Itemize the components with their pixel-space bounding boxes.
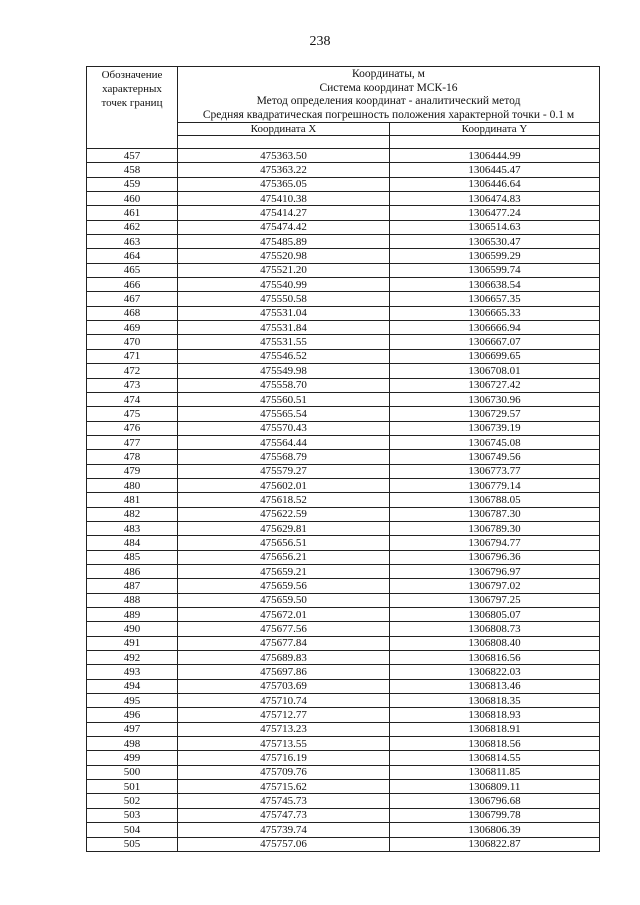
point-number-cell: 485: [87, 550, 178, 564]
table-row: [87, 407, 600, 421]
table-row: [87, 177, 600, 191]
points-label-line: точек границ: [101, 97, 163, 109]
x-coordinate-cell: 475521.20: [178, 263, 390, 277]
points-label-cell: [87, 67, 178, 149]
x-coordinate-cell: 475745.73: [178, 794, 390, 808]
point-number-cell: 461: [87, 206, 178, 220]
x-coordinate-cell: 475531.04: [178, 306, 390, 320]
table-row: [87, 837, 600, 851]
y-coordinate-cell: 1306808.73: [390, 622, 600, 636]
x-coordinate-cell: 475713.55: [178, 737, 390, 751]
x-coordinate-cell: 475410.38: [178, 192, 390, 206]
table-row: [87, 521, 600, 535]
page-number: 238: [309, 34, 331, 49]
point-number-cell: 504: [87, 823, 178, 837]
point-number-cell: 479: [87, 464, 178, 478]
table-row: [87, 163, 600, 177]
y-coordinate-cell: 1306530.47: [390, 235, 600, 249]
x-coordinate-cell: 475689.83: [178, 651, 390, 665]
y-coordinate-cell: 1306818.91: [390, 722, 600, 736]
table-row: [87, 478, 600, 492]
x-coordinate-cell: 475703.69: [178, 679, 390, 693]
point-number-cell: 468: [87, 306, 178, 320]
table-row: [87, 306, 600, 320]
table-row: [87, 464, 600, 478]
table-row: [87, 751, 600, 765]
y-coordinate-cell: 1306599.29: [390, 249, 600, 263]
table-row: [87, 392, 600, 406]
x-coordinate-cell: 475713.23: [178, 722, 390, 736]
coordinate-info-cell: [178, 67, 600, 123]
point-number-cell: 475: [87, 407, 178, 421]
y-coordinate-cell: 1306729.57: [390, 407, 600, 421]
x-coordinate-cell: 475747.73: [178, 808, 390, 822]
x-coordinate-cell: 475564.44: [178, 435, 390, 449]
table-row: [87, 335, 600, 349]
y-coordinate-cell: 1306665.33: [390, 306, 600, 320]
point-number-cell: 474: [87, 392, 178, 406]
y-coordinate-cell: 1306789.30: [390, 521, 600, 535]
table-row: [87, 622, 600, 636]
point-number-cell: 489: [87, 608, 178, 622]
table-header-row: [87, 67, 600, 123]
table-row: [87, 564, 600, 578]
x-coordinate-cell: 475715.62: [178, 780, 390, 794]
point-number-cell: 500: [87, 765, 178, 779]
x-coordinate-cell: 475520.98: [178, 249, 390, 263]
point-number-cell: 501: [87, 780, 178, 794]
point-number-cell: 488: [87, 593, 178, 607]
y-coordinate-cell: 1306699.65: [390, 349, 600, 363]
point-number-cell: 459: [87, 177, 178, 191]
y-coordinate-cell: 1306514.63: [390, 220, 600, 234]
point-number-cell: 470: [87, 335, 178, 349]
x-coordinate-cell: 475712.77: [178, 708, 390, 722]
x-coordinate-cell: 475531.84: [178, 321, 390, 335]
y-coordinate-cell: 1306796.97: [390, 564, 600, 578]
y-coordinate-cell: 1306446.64: [390, 177, 600, 191]
point-number-cell: 480: [87, 478, 178, 492]
x-coordinate-cell: 475363.22: [178, 163, 390, 177]
x-coordinate-cell: 475618.52: [178, 493, 390, 507]
table-row: [87, 349, 600, 363]
y-coordinate-cell: 1306813.46: [390, 679, 600, 693]
y-coordinate-cell: 1306444.99: [390, 149, 600, 163]
col-header-y: Координата Y: [390, 123, 600, 136]
table-row: [87, 364, 600, 378]
y-coordinate-cell: 1306814.55: [390, 751, 600, 765]
y-coordinate-cell: 1306445.47: [390, 163, 600, 177]
x-coordinate-cell: 475622.59: [178, 507, 390, 521]
y-coordinate-cell: 1306666.94: [390, 321, 600, 335]
y-coordinate-cell: 1306809.11: [390, 780, 600, 794]
x-coordinate-cell: 475474.42: [178, 220, 390, 234]
x-coordinate-cell: 475709.76: [178, 765, 390, 779]
x-coordinate-cell: 475659.50: [178, 593, 390, 607]
table-row: [87, 608, 600, 622]
x-coordinate-cell: 475672.01: [178, 608, 390, 622]
x-coordinate-cell: 475540.99: [178, 278, 390, 292]
method-line: Метод определения координат - аналитический метод: [256, 95, 521, 107]
y-coordinate-cell: 1306708.01: [390, 364, 600, 378]
point-number-cell: 483: [87, 521, 178, 535]
point-number-cell: 463: [87, 235, 178, 249]
y-coordinate-cell: 1306727.42: [390, 378, 600, 392]
table-row: [87, 235, 600, 249]
point-number-cell: 464: [87, 249, 178, 263]
x-coordinate-cell: 475697.86: [178, 665, 390, 679]
x-coordinate-cell: 475560.51: [178, 392, 390, 406]
table-row: [87, 321, 600, 335]
table-row: [87, 808, 600, 822]
y-coordinate-cell: 1306797.25: [390, 593, 600, 607]
x-coordinate-cell: 475365.05: [178, 177, 390, 191]
x-coordinate-cell: 475546.52: [178, 349, 390, 363]
point-number-cell: 460: [87, 192, 178, 206]
table-row: [87, 263, 600, 277]
table-row: [87, 206, 600, 220]
table-row: [87, 579, 600, 593]
table-row: [87, 435, 600, 449]
x-coordinate-cell: 475656.51: [178, 536, 390, 550]
coordinates-table: [86, 66, 600, 852]
x-coordinate-cell: 475531.55: [178, 335, 390, 349]
table-row: [87, 550, 600, 564]
point-number-cell: 469: [87, 321, 178, 335]
table-row: [87, 493, 600, 507]
point-number-cell: 499: [87, 751, 178, 765]
table-row: [87, 722, 600, 736]
point-number-cell: 476: [87, 421, 178, 435]
x-coordinate-cell: 475757.06: [178, 837, 390, 851]
x-coordinate-cell: 475629.81: [178, 521, 390, 535]
table-row: [87, 794, 600, 808]
point-number-cell: 484: [87, 536, 178, 550]
table-row: [87, 149, 600, 163]
point-number-cell: 462: [87, 220, 178, 234]
table-row: [87, 378, 600, 392]
point-number-cell: 478: [87, 450, 178, 464]
x-coordinate-cell: 475485.89: [178, 235, 390, 249]
x-coordinate-cell: 475570.43: [178, 421, 390, 435]
y-coordinate-cell: 1306794.77: [390, 536, 600, 550]
point-number-cell: 458: [87, 163, 178, 177]
y-coordinate-cell: 1306796.68: [390, 794, 600, 808]
point-number-cell: 472: [87, 364, 178, 378]
table-row: [87, 192, 600, 206]
point-number-cell: 466: [87, 278, 178, 292]
blank-cell: [178, 136, 390, 149]
y-coordinate-cell: 1306745.08: [390, 435, 600, 449]
point-number-cell: 487: [87, 579, 178, 593]
x-coordinate-cell: 475739.74: [178, 823, 390, 837]
table-row: [87, 636, 600, 650]
table-row: [87, 737, 600, 751]
point-number-cell: 492: [87, 651, 178, 665]
y-coordinate-cell: 1306788.05: [390, 493, 600, 507]
x-coordinate-cell: 475656.21: [178, 550, 390, 564]
x-coordinate-cell: 475550.58: [178, 292, 390, 306]
y-coordinate-cell: 1306779.14: [390, 478, 600, 492]
table-row: [87, 220, 600, 234]
point-number-cell: 457: [87, 149, 178, 163]
y-coordinate-cell: 1306474.83: [390, 192, 600, 206]
table-row: [87, 278, 600, 292]
table-row: [87, 708, 600, 722]
point-number-cell: 497: [87, 722, 178, 736]
y-coordinate-cell: 1306818.93: [390, 708, 600, 722]
accuracy-line: Средняя квадратическая погрешность положения характерной точки - 0.1 м: [202, 108, 575, 121]
table-row: [87, 421, 600, 435]
y-coordinate-cell: 1306739.19: [390, 421, 600, 435]
y-coordinate-cell: 1306657.35: [390, 292, 600, 306]
y-coordinate-cell: 1306806.39: [390, 823, 600, 837]
table-row: [87, 823, 600, 837]
y-coordinate-cell: 1306818.56: [390, 737, 600, 751]
y-coordinate-cell: 1306730.96: [390, 392, 600, 406]
coordinates-units-title: Координаты, м: [352, 68, 425, 80]
x-coordinate-cell: 475549.98: [178, 364, 390, 378]
table-row: [87, 780, 600, 794]
table-row: [87, 450, 600, 464]
col-header-x: Координата X: [178, 123, 390, 136]
point-number-cell: 496: [87, 708, 178, 722]
y-coordinate-cell: 1306805.07: [390, 608, 600, 622]
table-row: [87, 679, 600, 693]
point-number-cell: 473: [87, 378, 178, 392]
table-row: [87, 536, 600, 550]
point-number-cell: 494: [87, 679, 178, 693]
x-coordinate-cell: 475659.21: [178, 564, 390, 578]
y-coordinate-cell: 1306787.30: [390, 507, 600, 521]
point-number-cell: 465: [87, 263, 178, 277]
point-number-cell: 503: [87, 808, 178, 822]
table-row: [87, 249, 600, 263]
y-coordinate-cell: 1306749.56: [390, 450, 600, 464]
point-number-cell: 477: [87, 435, 178, 449]
y-coordinate-cell: 1306822.87: [390, 837, 600, 851]
point-number-cell: 498: [87, 737, 178, 751]
x-coordinate-cell: 475568.79: [178, 450, 390, 464]
y-coordinate-cell: 1306818.35: [390, 694, 600, 708]
y-coordinate-cell: 1306667.07: [390, 335, 600, 349]
x-coordinate-cell: 475414.27: [178, 206, 390, 220]
point-number-cell: 486: [87, 564, 178, 578]
x-coordinate-cell: 475363.50: [178, 149, 390, 163]
x-coordinate-cell: 475716.19: [178, 751, 390, 765]
y-coordinate-cell: 1306599.74: [390, 263, 600, 277]
x-coordinate-cell: 475677.56: [178, 622, 390, 636]
x-coordinate-cell: 475579.27: [178, 464, 390, 478]
point-number-cell: 471: [87, 349, 178, 363]
y-coordinate-cell: 1306811.85: [390, 765, 600, 779]
table-row: [87, 694, 600, 708]
x-coordinate-cell: 475558.70: [178, 378, 390, 392]
x-coordinate-cell: 475565.54: [178, 407, 390, 421]
x-coordinate-cell: 475602.01: [178, 478, 390, 492]
point-number-cell: 491: [87, 636, 178, 650]
y-coordinate-cell: 1306816.56: [390, 651, 600, 665]
point-number-cell: 495: [87, 694, 178, 708]
table-row: [87, 292, 600, 306]
table-row: [87, 665, 600, 679]
points-label-line: характерных: [102, 83, 162, 95]
y-coordinate-cell: 1306822.03: [390, 665, 600, 679]
x-coordinate-cell: 475677.84: [178, 636, 390, 650]
table-row: [87, 651, 600, 665]
point-number-cell: 493: [87, 665, 178, 679]
table-row: [87, 765, 600, 779]
point-number-cell: 481: [87, 493, 178, 507]
y-coordinate-cell: 1306808.40: [390, 636, 600, 650]
y-coordinate-cell: 1306773.77: [390, 464, 600, 478]
y-coordinate-cell: 1306796.36: [390, 550, 600, 564]
table-row: [87, 593, 600, 607]
y-coordinate-cell: 1306797.02: [390, 579, 600, 593]
table-row: [87, 507, 600, 521]
x-coordinate-cell: 475659.56: [178, 579, 390, 593]
x-coordinate-cell: 475710.74: [178, 694, 390, 708]
coordinates-rows: [87, 149, 600, 852]
blank-cell: [390, 136, 600, 149]
points-label-line: Обозначение: [101, 69, 163, 81]
point-number-cell: 505: [87, 837, 178, 851]
point-number-cell: 490: [87, 622, 178, 636]
point-number-cell: 482: [87, 507, 178, 521]
point-number-cell: 467: [87, 292, 178, 306]
y-coordinate-cell: 1306638.54: [390, 278, 600, 292]
y-coordinate-cell: 1306477.24: [390, 206, 600, 220]
y-coordinate-cell: 1306799.78: [390, 808, 600, 822]
coordinate-system-line: Система координат МСК-16: [319, 81, 458, 94]
point-number-cell: 502: [87, 794, 178, 808]
